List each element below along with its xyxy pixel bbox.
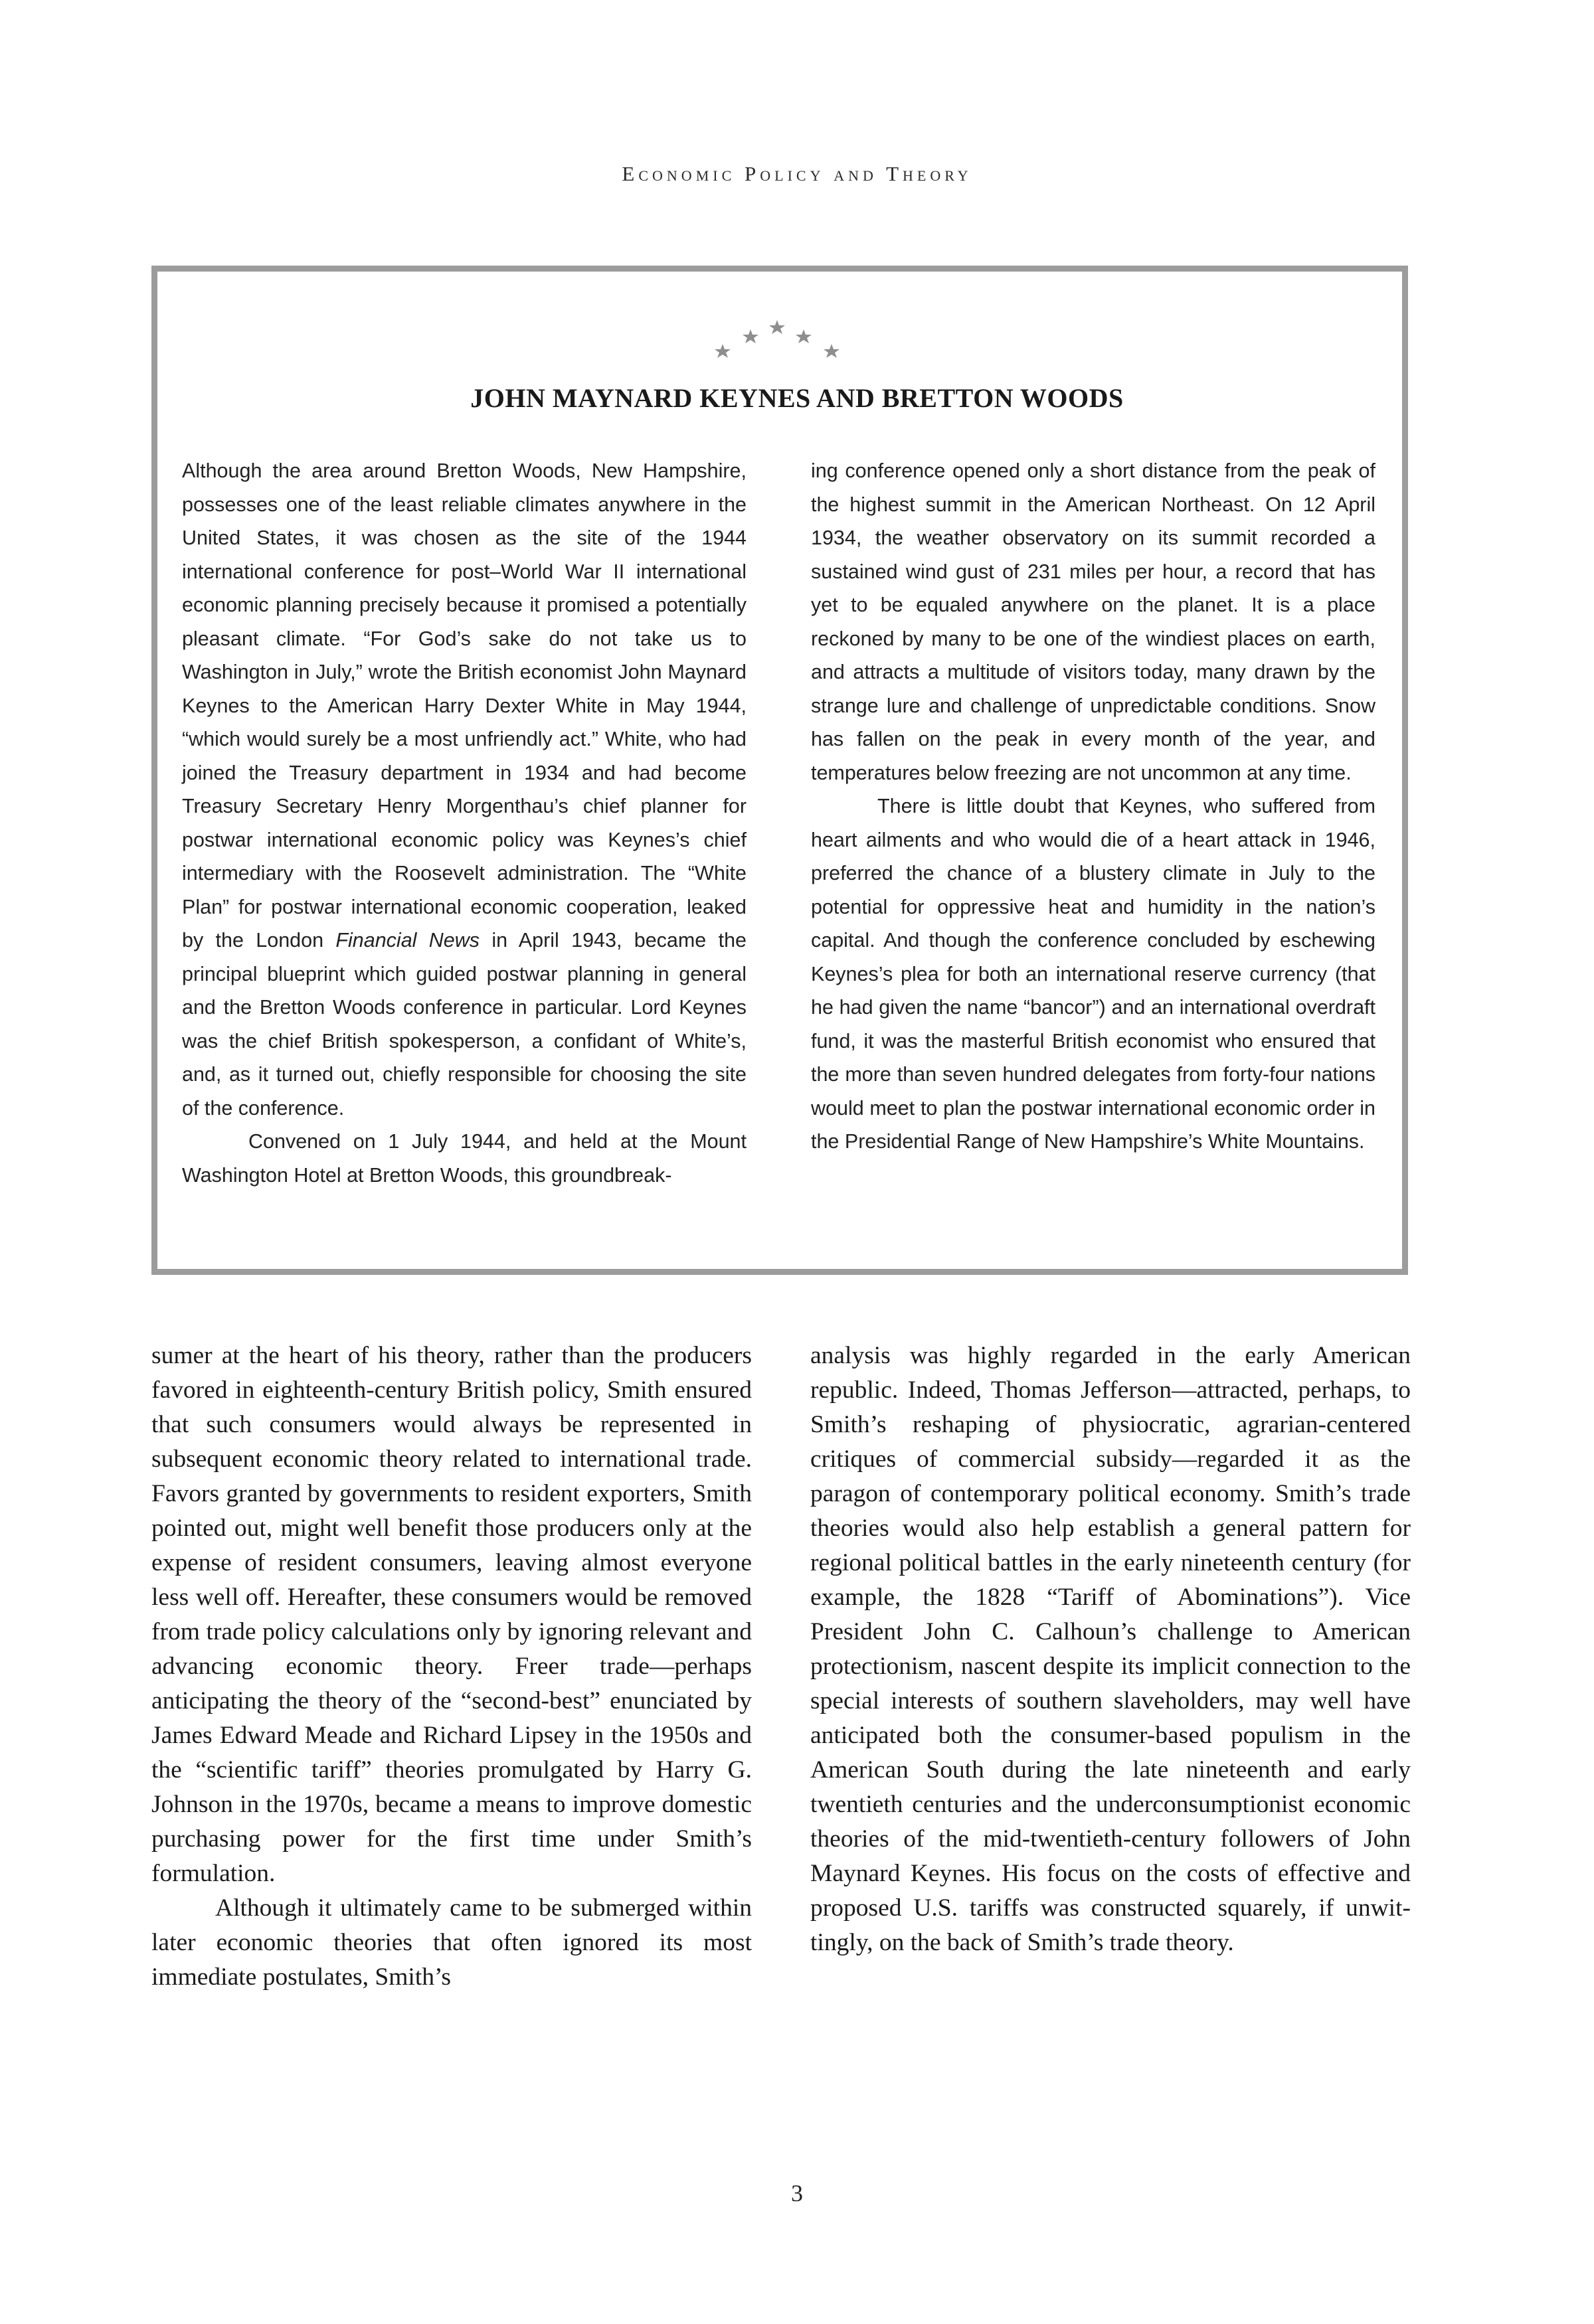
body-paragraph: sumer at the heart of his theory, rather than the producers favored in eighteenth-century British policy, Smith ensured that such consumers would always be represented in subsequent economic theory related to international trade. Favors granted by governments to resident exporters, Smith pointed out, might well benefit those producers only at the expense of resident consumers, leaving almost everyone less well off. Hereafter, these consumers would be removed from trade policy calculations only by ignoring relevant and advancing economic theory. Freer trade—perhaps anticipating the theory of the “second-best” enunciated by James Edward Meade and Richard Lipsey in the 1950s and the “scientific tariff” theories promulgated by Harry G. Johnson in the 1970s, became a means to improve domestic purchasing power for the first time under Smith’s formulation.: [151, 1342, 752, 1887]
sidebar-column-right: [811, 454, 1375, 1159]
page-number: 3: [791, 2180, 803, 2206]
sidebar-text: in April 1943, became the principal blueprint which guided postwar planning in general and the Bretton Woods conference in particular. Lord Keynes was the chief British spokesperson, a confidant of White’s, and, as it turned out, chiefly responsible for choosing the site of the conference.: [182, 929, 747, 1120]
sidebar-text: Although the area around Bretton Woods, New Hampshire, possesses one of the least reliable climates anywhere in the United States, it was chosen as the site of the 1944 international conference for post–World War II international economic planning precisely because it promised a potentially pleasant climate. “For God’s sake do not take us to Washington in July,” wrote the British economist John Maynard Keynes to the American Harry Dexter White in May 1944, “which would surely be a most unfriendly act.” White, who had joined the Treasury department in 1934 and had become Treasury Secretary Henry Morgenthau’s chief planner for postwar international economic policy was Keynes’s chief intermediary with the Roosevelt administration. The “White Plan” for postwar international economic cooperation, leaked by the London: [182, 459, 747, 952]
sidebar-column-left: [182, 454, 747, 1192]
running-head: Economic Policy and Theory: [622, 162, 972, 185]
body-paragraph: Although it ultimately came to be submerged within later economic theories that often ignored its most immediate postulates, Smith’s: [151, 1894, 752, 1991]
sidebar-paragraph: Convened on 1 July 1944, and held at the Mount Washington Hotel at Bretton Woods, this groundbreak-: [182, 1130, 747, 1187]
body-column-right: [810, 1339, 1411, 1960]
publication-title: Financial News: [335, 929, 480, 952]
sidebar-paragraph: ing conference opened only a short distance from the peak of the highest summit in the American Northeast. On 12 April 1934, the weather observatory on its summit recorded a sustained wind gust of 231 miles per hour, a record that has yet to be equaled anywhere on the planet. It is a place reckoned by many to be one of the windiest places on earth, and attracts a multitude of visitors today, many drawn by the strange lure and challenge of unpredictable conditions. Snow has fallen on the peak in every month of the year, and temperatures below freezing are not uncommon at any time.: [811, 459, 1375, 784]
body-column-left: [151, 1339, 752, 1995]
sidebar-paragraph: [182, 454, 747, 1125]
five-stars-arc-icon: [704, 319, 850, 365]
sidebar-title: JOHN MAYNARD KEYNES AND BRETTON WOODS: [470, 383, 1124, 413]
body-paragraph: analysis was highly regarded in the early American republic. Indeed, Thomas Jefferson—attracted, perhaps, to Smith’s reshaping of physiocratic, agrarian-centered critiques of commercial subsidy—regarded it as the paragon of contemporary political economy. Smith’s trade theories would also help establish a general pattern for regional political battles in the early nineteenth century (for example, the 1828 “Tariff of Abominations”). Vice President John C. Calhoun’s challenge to American protectionism, nascent despite its implicit connection to the special interests of southern slaveholders, may well have anticipated both the consumer-based populism in the American South during the late nineteenth and early twentieth centuries and the underconsumptionist economic theories of the mid-twentieth-century followers of John Maynard Keynes. His focus on the costs of effective and proposed U.S. tariffs was constructed squarely, if unwittingly, on the back of Smith’s trade theory.: [810, 1342, 1411, 1956]
sidebar-paragraph: There is little doubt that Keynes, who suffered from heart ailments and who would die of a heart attack in 1946, preferred the chance of a blustery climate in July to the potential for oppressive heat and humidity in the nation’s capital. And though the conference concluded by eschewing Keynes’s plea for both an international reserve currency (that he had given the name “bancor”) and an international overdraft fund, it was the masterful British economist who ensured that the more than seven hundred delegates from forty-four nations would meet to plan the postwar international economic order in the Presidential Range of New Hampshire’s White Mountains.: [811, 795, 1375, 1153]
